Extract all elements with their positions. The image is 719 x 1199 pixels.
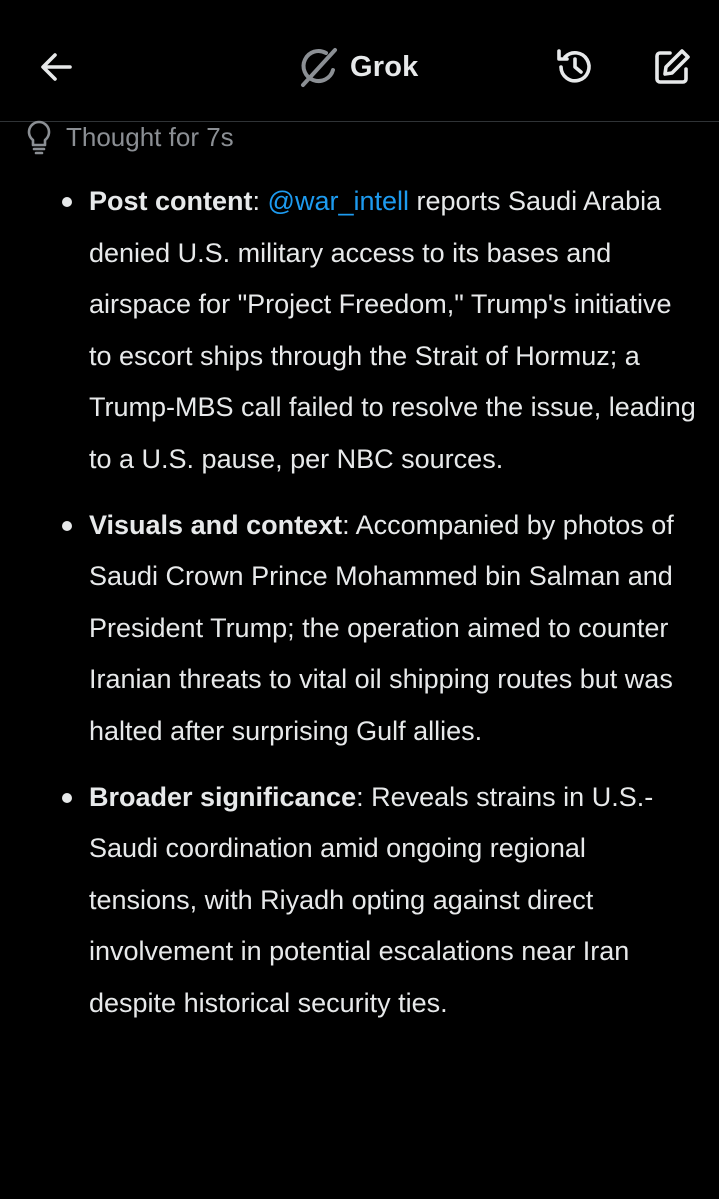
- bullet-term: Post content: [89, 186, 253, 216]
- top-bar: [0, 0, 719, 122]
- bullet-dot: [62, 793, 72, 803]
- brand: [296, 44, 419, 90]
- bullet-separator: :: [252, 186, 268, 216]
- bullet-term: Visuals and context: [89, 509, 343, 540]
- lightbulb-icon: [24, 119, 54, 155]
- list-item: [0, 176, 719, 486]
- compose-icon: [650, 45, 694, 89]
- bullet-text: Accompanied by photos of Saudi Crown Prince Mohammed bin Salman and President Trump; the operation aimed to counter Iranian threats to vital oil shipping routes but was halted after surprising Gulf allies.: [89, 509, 674, 746]
- mention-link[interactable]: @war_intell: [267, 186, 409, 216]
- back-button[interactable]: [29, 40, 83, 94]
- list-item: [0, 500, 719, 758]
- bullet-list: [0, 176, 719, 1030]
- grok-logo-icon: [296, 44, 342, 90]
- bullet-dot: [62, 197, 72, 207]
- arrow-left-icon: [36, 47, 76, 87]
- bullet-separator: :: [356, 781, 372, 812]
- history-icon: [553, 45, 597, 89]
- app-title: Grok: [350, 50, 419, 83]
- bullet-text: Reveals strains in U.S.-Saudi coordination amid ongoing regional tensions, with Riyadh opting against direct involvement in potential escalations near Iran despite historical security ties.: [89, 781, 654, 1018]
- bullet-text: reports Saudi Arabia denied U.S. military access to its bases and airspace for "Project Freedom," Trump's initiative to escort ships through the Strait of Hormuz; a Trump-MBS call failed to resolve the issue, leading to a U.S. pause, per NBC sources.: [89, 186, 696, 474]
- thought-label: Thought for 7s: [66, 121, 234, 152]
- list-item: [0, 772, 719, 1030]
- bullet-dot: [62, 521, 72, 531]
- bullet-separator: :: [342, 509, 356, 540]
- thought-status[interactable]: [24, 117, 234, 157]
- history-button[interactable]: [548, 40, 602, 94]
- new-chat-button[interactable]: [645, 40, 699, 94]
- bullet-term: Broader significance: [89, 781, 357, 812]
- response-content: [0, 176, 719, 1044]
